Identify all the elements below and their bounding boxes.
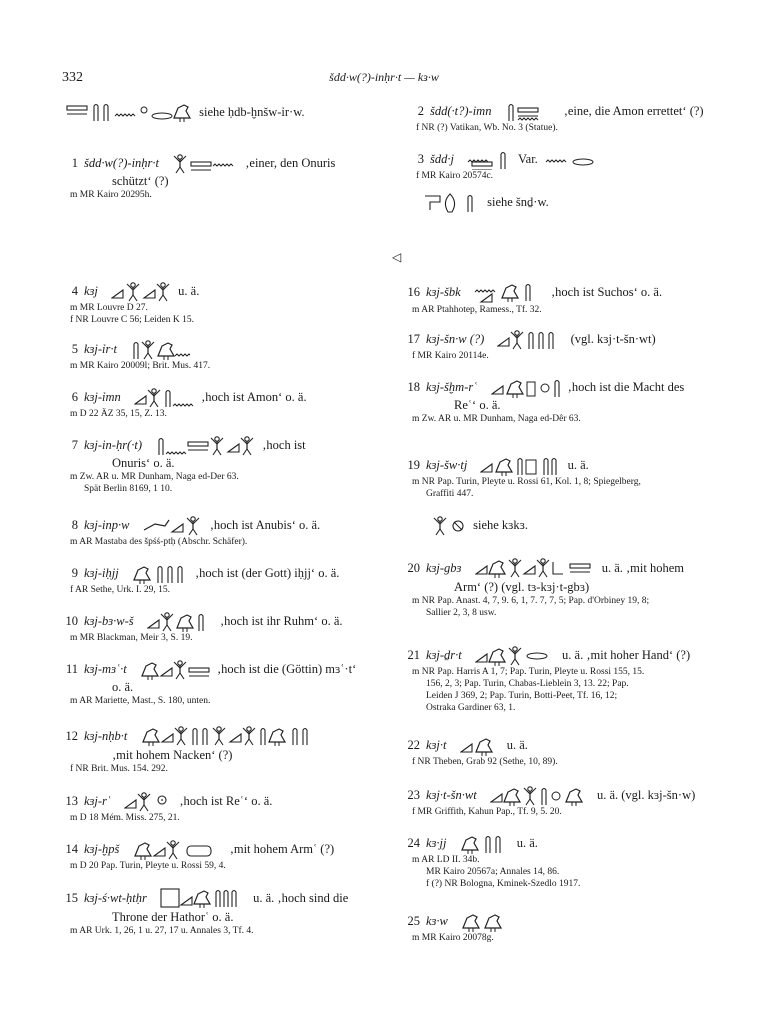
source-line: f NR Louvre C 56; Leiden K 15. xyxy=(70,315,195,325)
transliteration: šdd(·t?)-imn xyxy=(430,103,492,118)
hieroglyph-group xyxy=(132,564,188,584)
hieroglyph-group xyxy=(143,516,203,536)
source-line: m NR Pap. Harris A 1, 7; Pap. Turin, Pleyte u. Rossi 155, 15. xyxy=(412,667,645,677)
transliteration: šdd·w(?)-inḥr·t xyxy=(84,155,159,170)
gloss-text: ‚hoch ist ihr Ruhm‘ o. ä. xyxy=(219,613,343,628)
transliteration: kɜj-šbk xyxy=(426,284,461,299)
source-line: f AR Sethe, Urk. I. 29, 15. xyxy=(70,585,171,595)
entry-number: 9 xyxy=(71,565,78,580)
hieroglyph-group xyxy=(475,558,595,580)
transliteration: kɜj-mɜʿ·t xyxy=(84,661,127,676)
gloss-text: ‚hoch ist die Macht des xyxy=(567,379,685,394)
hieroglyph-group xyxy=(461,912,505,932)
source-line: m AR LD II. 34b. xyxy=(412,855,480,865)
source-line: f NR Theben, Grab 92 (Sethe, 10, 89). xyxy=(412,757,558,767)
gloss-continuation: Onuris‘ o. ä. xyxy=(112,456,175,470)
name-entry xyxy=(404,558,738,619)
gloss-text: u. ä. ‚mit hoher Hand‘ (?) xyxy=(562,647,691,662)
entry-number: 6 xyxy=(71,389,78,404)
hieroglyph-group xyxy=(497,330,563,350)
hieroglyph-group xyxy=(480,456,560,476)
hieroglyph-group xyxy=(140,660,210,680)
hieroglyph-group xyxy=(460,834,510,854)
name-entry xyxy=(62,436,392,495)
name-entry xyxy=(62,282,392,326)
source-line: m Zw. AR u. MR Dunham, Naga ed-Der 63. xyxy=(70,472,239,482)
transliteration: kɜj-iḥjj xyxy=(84,565,119,580)
transliteration: kɜj-nḥb·t xyxy=(84,728,128,743)
transliteration: kɜj-ḫpš xyxy=(84,841,120,856)
entry-number: 21 xyxy=(407,647,420,662)
name-entry xyxy=(62,726,392,775)
entry-number: 3 xyxy=(417,151,424,166)
gloss-text: u. ä. ‚mit hohem xyxy=(601,560,684,575)
source-line: f (?) NR Bologna, Kminek-Szedlo 1917. xyxy=(426,879,581,889)
hieroglyph-group xyxy=(467,150,511,170)
name-entry xyxy=(404,786,738,818)
source-line: f MR Griffith, Kahun Pap., Tf. 9, 5. 20. xyxy=(412,807,562,817)
transliteration: kɜj-šn·w (?) xyxy=(426,331,485,346)
name-entry xyxy=(404,834,738,890)
hieroglyph-group xyxy=(133,840,223,860)
transliteration: kɜj-šḫm-rʿ xyxy=(426,379,478,394)
source-line: Graffiti 447. xyxy=(426,489,474,499)
source-line: m AR Mastaba des špśś-ptḥ (Abschr. Schäfer). xyxy=(70,537,248,547)
source-line: m NR Pap. Anast. 4, 7, 9. 6, 1, 7. 7, 7, 5; Pap. d'Orbiney 19, 8; xyxy=(412,596,650,606)
gloss-continuation: schützt‘ (?) xyxy=(112,174,169,188)
hieroglyph-group xyxy=(111,282,171,302)
entry-number: 22 xyxy=(407,737,420,752)
transliteration: kɜj-inp·w xyxy=(84,517,130,532)
name-entry xyxy=(62,388,392,420)
entry-number: 25 xyxy=(407,913,420,928)
entry-number: 17 xyxy=(407,331,420,346)
transliteration: šdd·j xyxy=(430,151,454,166)
hieroglyph-group xyxy=(160,888,246,910)
gloss-text: ‚einer, den Onuris xyxy=(245,155,336,170)
gloss-text: ‚hoch ist Suchos‘ o. ä. xyxy=(550,284,663,299)
source-line: m MR Kairo 20078g. xyxy=(412,933,494,943)
gloss-text: ‚hoch ist (der Gott) iḥjj‘ o. ä. xyxy=(194,565,340,580)
entry-number: 10 xyxy=(65,613,78,628)
hieroglyph-group xyxy=(66,102,192,124)
gloss-continuation: o. ä. xyxy=(112,680,134,694)
hieroglyph-group xyxy=(490,786,590,806)
entry-number: 20 xyxy=(407,560,420,575)
entry-number: 1 xyxy=(71,155,78,170)
transliteration: kɜj-rʿ xyxy=(84,793,112,808)
source-line: m MR Louvre D 27. xyxy=(70,303,148,313)
entry-number: 15 xyxy=(65,890,78,905)
name-entry xyxy=(62,154,380,201)
entry-number: 12 xyxy=(65,728,78,743)
transliteration: kɜj·t xyxy=(426,737,447,752)
name-entry xyxy=(404,912,738,944)
transliteration: kɜj-ḏr·t xyxy=(426,647,462,662)
hieroglyph-group xyxy=(491,378,561,398)
entry-number: 5 xyxy=(71,341,78,356)
transliteration: kɜ·w xyxy=(426,913,448,928)
hieroglyph-group xyxy=(147,612,213,632)
name-entry xyxy=(62,792,392,824)
source-line: m NR Pap. Turin, Pleyte u. Rossi 61, Kol. 1, 8; Spiegelberg, xyxy=(412,477,641,487)
name-entry xyxy=(62,564,392,596)
cross-reference-entry xyxy=(428,516,528,536)
entry-number: 8 xyxy=(71,517,78,532)
source-line: 156, 2, 3; Pap. Turin, Chabas-Lieblein 3, 13. 22; Pap. xyxy=(426,679,629,689)
source-line: f NR Brit. Mus. 154. 292. xyxy=(70,764,168,774)
source-line: m AR Ptahhotep, Ramess., Tf. 32. xyxy=(412,305,542,315)
hieroglyph-group xyxy=(505,102,557,122)
source-line: f MR Kairo 20574c. xyxy=(416,171,494,181)
entry-number: 13 xyxy=(65,793,78,808)
hieroglyph-group xyxy=(172,154,238,174)
gloss-text: u. ä. xyxy=(567,457,589,472)
transliteration: kɜj-šw·tj xyxy=(426,457,468,472)
gloss-text: siehe ḥdb-ḫnšw-ỉr·w. xyxy=(199,104,305,119)
source-line: m MR Blackman, Meir 3, S. 19. xyxy=(70,633,193,643)
gloss-text: ‚hoch ist Reʿ‘ o. ä. xyxy=(179,793,273,808)
transliteration: kɜj-ś·wt-ḥtḥr xyxy=(84,890,147,905)
entry-number: 19 xyxy=(407,457,420,472)
hieroglyph-group xyxy=(432,516,466,536)
source-line: Spät Berlin 8169, 1 10. xyxy=(84,484,173,494)
gloss-text: ‚mit hohem Armʿ (?) xyxy=(229,841,335,856)
name-entry xyxy=(62,660,392,707)
gloss-text: u. ä. xyxy=(506,737,528,752)
name-entry xyxy=(404,456,738,500)
name-entry xyxy=(404,646,738,714)
gloss-continuation: Reʿ‘ o. ä. xyxy=(454,398,501,412)
name-entry xyxy=(62,888,392,937)
source-line: m Zw. AR u. MR Dunham, Naga ed-Dêr 63. xyxy=(412,414,581,424)
gloss-text: siehe šnḏ·w. xyxy=(487,194,549,209)
hieroglyph-group xyxy=(545,150,595,170)
gloss-text: ‚hoch ist Anubis‘ o. ä. xyxy=(209,517,321,532)
name-entry xyxy=(404,736,738,768)
name-entry xyxy=(62,340,392,372)
entry-number: 14 xyxy=(65,841,78,856)
hieroglyph-group xyxy=(475,646,555,666)
name-entry xyxy=(408,150,738,182)
hieroglyph-group xyxy=(424,192,480,214)
hieroglyph-group xyxy=(124,792,172,812)
source-line: f NR (?) Vatikan, Wb. No. 3 (Statue). xyxy=(416,123,558,133)
cross-reference-entry xyxy=(62,102,305,124)
source-line: m D 18 Mém. Miss. 275, 21. xyxy=(70,813,180,823)
source-line: Leiden J 369, 2; Pap. Turin, Botti-Peet, Tf. 16, 12; xyxy=(426,691,618,701)
gloss-text: u. ä. xyxy=(516,835,538,850)
source-line: m D 22 ÄZ 35, 15, Z. 13. xyxy=(70,409,167,419)
gloss-text: u. ä. (vgl. kɜj-šn·w) xyxy=(596,787,696,802)
transliteration: kɜj-bɜ·w-š xyxy=(84,613,134,628)
hieroglyph-group xyxy=(130,340,190,360)
entry-number: 18 xyxy=(407,379,420,394)
gloss-text: u. ä. ‚hoch sind die xyxy=(253,890,349,905)
transliteration: kɜj xyxy=(84,283,98,298)
cross-reference-entry xyxy=(420,192,549,214)
gloss-text: Var. xyxy=(518,151,538,166)
name-entry xyxy=(62,840,392,872)
name-entry xyxy=(62,516,392,548)
name-entry xyxy=(404,378,738,425)
gloss-text: ‚hoch ist xyxy=(262,437,306,452)
source-line: m MR Kairo 20009l; Brit. Mus. 417. xyxy=(70,361,211,371)
source-line: m AR Urk. 1, 26, 1 u. 27, 17 u. Annales 3, Tf. 4. xyxy=(70,926,254,936)
transliteration: kɜj-ỉr·t xyxy=(84,341,117,356)
transliteration: kɜ·jj xyxy=(426,835,447,850)
gloss-text: ‚hoch ist die (Göttin) mɜʿ·t‘ xyxy=(216,661,357,676)
section-divider-mark: ◁ xyxy=(392,250,402,264)
name-entry xyxy=(408,102,738,134)
source-line: m MR Kairo 20295h. xyxy=(70,190,152,200)
source-line: f MR Kairo 20114e. xyxy=(412,351,489,361)
entry-number: 11 xyxy=(65,661,78,676)
entry-number: 7 xyxy=(71,437,78,452)
gloss-continuation: ‚mit hohem Nacken‘ (?) xyxy=(112,748,233,762)
running-title: šdd·w(?)-inḥr·t — kɜ·w xyxy=(329,70,439,84)
hieroglyph-group xyxy=(134,388,194,408)
transliteration: kɜj-gbɜ xyxy=(426,560,462,575)
source-line: Ostraka Gardiner 63, 1. xyxy=(426,703,516,713)
hieroglyph-group xyxy=(155,436,255,456)
transliteration: kɜj-ỉmn xyxy=(84,389,121,404)
transliteration: kɜj·t-šn·wt xyxy=(426,787,477,802)
source-line: m D 20 Pap. Turin, Pleyte u. Rossi 59, 4. xyxy=(70,861,226,871)
page-header xyxy=(0,70,768,90)
gloss-text: siehe kɜkɜ. xyxy=(473,517,529,532)
source-line: m AR Mariette, Mast., S. 180, unten. xyxy=(70,696,211,706)
entry-number: 16 xyxy=(407,284,420,299)
name-entry xyxy=(62,612,392,644)
gloss-continuation: Throne der Hathorʿ o. ä. xyxy=(112,910,234,924)
gloss-text: ‚eine, die Amon errettet‘ (?) xyxy=(563,103,704,118)
gloss-continuation: Arm‘ (?) (vgl. tɜ-kɜj·t-gbɜ) xyxy=(454,580,590,594)
source-line: MR Kairo 20567a; Annales 14, 86. xyxy=(426,867,560,877)
source-line: Sallier 2, 3, 8 usw. xyxy=(426,608,497,618)
name-entry xyxy=(404,282,738,316)
hieroglyph-group xyxy=(141,726,311,748)
entry-number: 4 xyxy=(71,283,78,298)
entry-number: 2 xyxy=(417,103,424,118)
hieroglyph-group xyxy=(474,282,544,304)
transliteration: kɜj-in-ḥr(·t) xyxy=(84,437,142,452)
entry-number: 23 xyxy=(407,787,420,802)
gloss-text: (vgl. kɜj·t-šn·wt) xyxy=(570,331,656,346)
entry-number: 24 xyxy=(407,835,420,850)
page-number: 332 xyxy=(62,70,83,85)
hieroglyph-group xyxy=(460,736,500,756)
name-entry xyxy=(404,330,738,362)
gloss-text: ‚hoch ist Amon‘ o. ä. xyxy=(201,389,307,404)
gloss-text: u. ä. xyxy=(178,283,200,298)
